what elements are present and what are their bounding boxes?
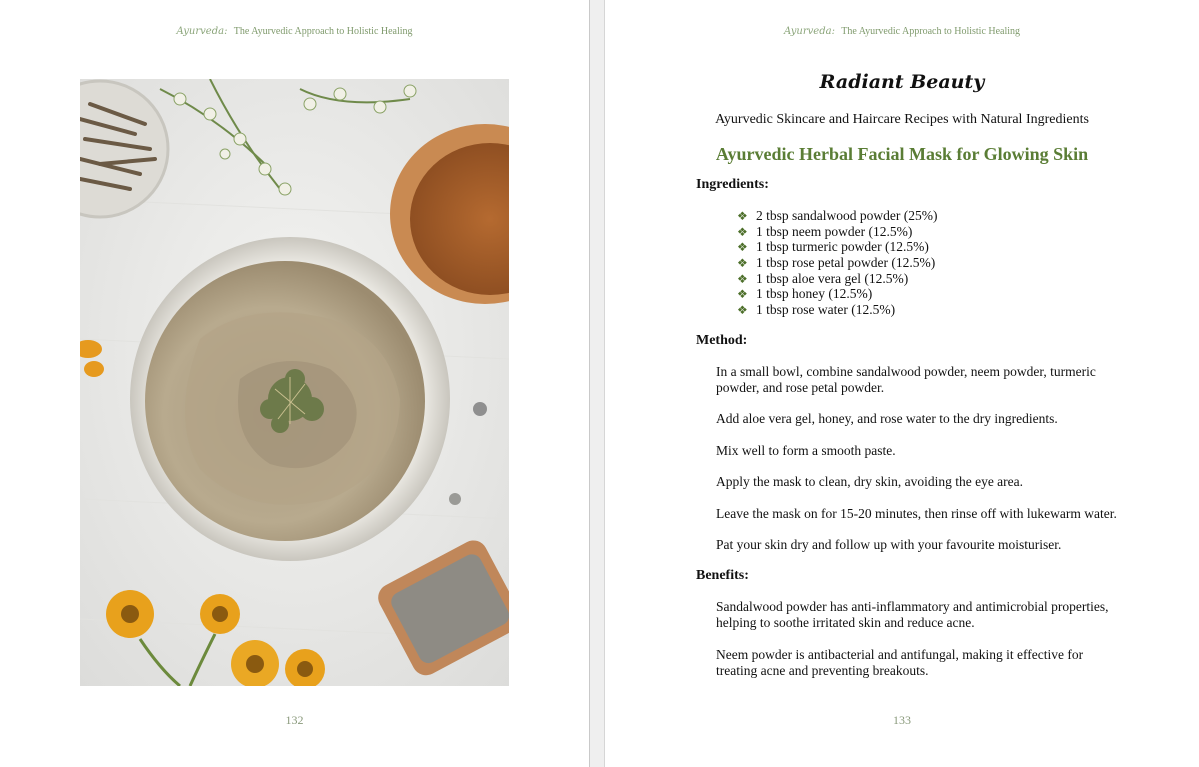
ingredients-label: Ingredients: (696, 177, 769, 192)
running-header-left (0, 26, 589, 37)
method-step: Add aloe vera gel, honey, and rose water to the dry ingredients. (716, 411, 1058, 426)
right-page (605, 0, 1199, 767)
benefit-paragraph: Sandalwood powder has anti-inflammatory and antimicrobial properties, helping to soothe irritated skin and reduce acne. (716, 599, 1109, 630)
header-script-title: Ayurveda: (176, 26, 228, 37)
diamond-bullet-icon: ❖ (737, 271, 748, 286)
diamond-bullet-icon: ❖ (737, 240, 748, 255)
method-step: Mix well to form a smooth paste. (716, 443, 896, 458)
method-step: In a small bowl, combine sandalwood powder, neem powder, turmeric powder, and rose petal powder. (716, 364, 1096, 395)
chapter-title: Radiant Beauty (819, 71, 985, 93)
page-number-left: 132 (285, 713, 304, 727)
benefits-label: Benefits: (696, 568, 749, 583)
chapter-subtitle: Ayurvedic Skincare and Haircare Recipes with Natural Ingredients (715, 112, 1089, 127)
facial-mask-photo (80, 79, 509, 686)
method-step: Pat your skin dry and follow up with your favourite moisturiser. (716, 537, 1062, 552)
list-item: ❖ 2 tbsp sandalwood powder (25%) (737, 208, 938, 223)
list-item: ❖ 1 tbsp turmeric powder (12.5%) (737, 239, 929, 255)
running-header-right (605, 26, 1199, 37)
header-script-title: Ayurveda: (783, 26, 835, 37)
page-gutter (589, 0, 605, 767)
left-page (0, 0, 589, 767)
benefit-paragraph: Neem powder is antibacterial and antifungal, making it effective for treating acne and preventing breakouts. (716, 647, 1084, 678)
list-item: ❖ 1 tbsp rose water (12.5%) (737, 302, 896, 318)
diamond-bullet-icon: ❖ (737, 224, 748, 239)
header-title: The Ayurvedic Approach to Holistic Healing (841, 26, 1021, 37)
diamond-bullet-icon: ❖ (737, 303, 748, 318)
method-step: Leave the mask on for 15-20 minutes, then rinse off with lukewarm water. (716, 506, 1117, 521)
recipe-title: Ayurvedic Herbal Facial Mask for Glowing Skin (715, 144, 1089, 164)
diamond-bullet-icon: ❖ (737, 256, 748, 271)
list-item: ❖ 1 tbsp aloe vera gel (12.5%) (737, 270, 909, 286)
method-label: Method: (696, 333, 748, 348)
diamond-bullet-icon: ❖ (737, 209, 748, 223)
page-number-right: 133 (893, 713, 911, 727)
diamond-bullet-icon: ❖ (737, 287, 748, 302)
ingredients-list (737, 208, 937, 318)
list-item: ❖ 1 tbsp rose petal powder (12.5%) (737, 255, 936, 271)
header-title: The Ayurvedic Approach to Holistic Healing (233, 26, 413, 37)
method-step: Apply the mask to clean, dry skin, avoiding the eye area. (716, 474, 1024, 489)
list-item: ❖ 1 tbsp neem powder (12.5%) (737, 223, 913, 239)
list-item: ❖ 1 tbsp honey (12.5%) (737, 286, 873, 302)
